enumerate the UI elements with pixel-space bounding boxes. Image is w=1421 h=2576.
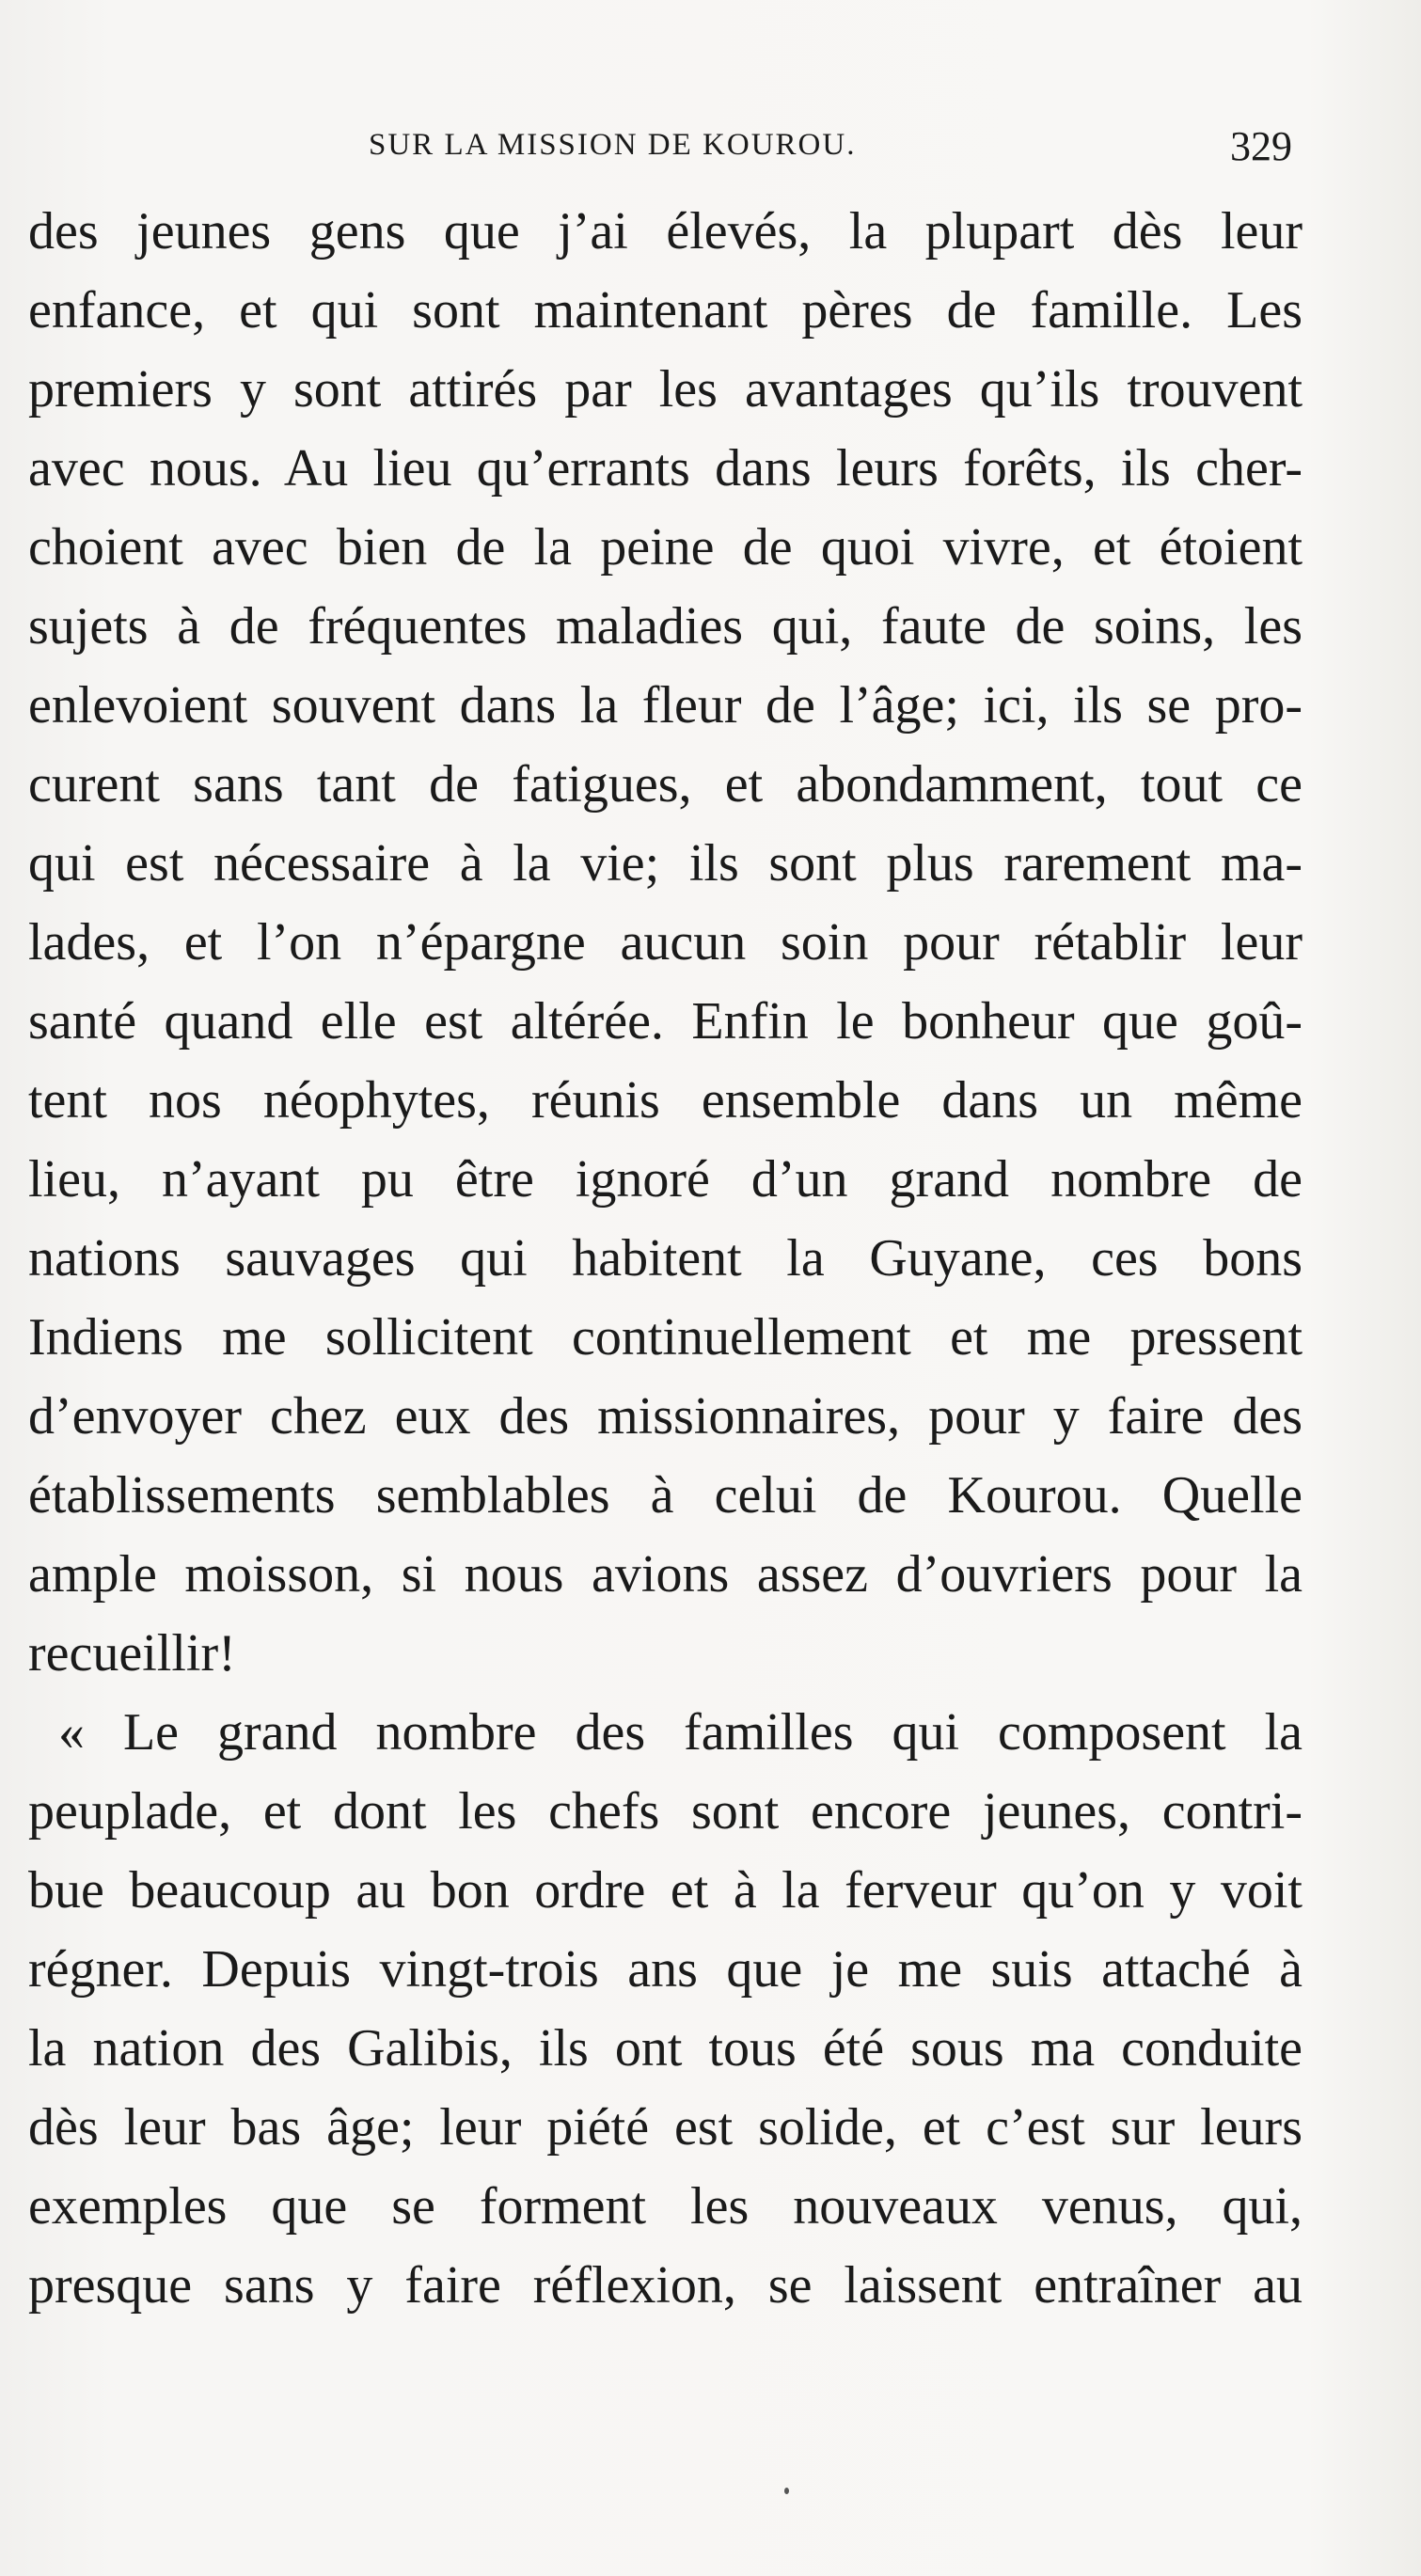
text-line: régner. Depuis vingt-trois ans que je me suis attaché à xyxy=(28,1940,1303,1999)
text-line: des jeunes gens que j’ai élevés, la plupart dès leur xyxy=(28,202,1303,261)
text-line: enfance, et qui sont maintenant pères de famille. Les xyxy=(28,281,1303,340)
text-line: ample moisson, si nous avions assez d’ouvriers pour la xyxy=(28,1545,1303,1604)
text-line: bue beaucoup au bon ordre et à la ferveur qu’on y voit xyxy=(28,1861,1303,1920)
running-head xyxy=(0,122,1421,179)
text-line: tent nos néophytes, réunis ensemble dans un même xyxy=(28,1071,1303,1130)
text-line: Indiens me sollicitent continuellement et me pressent xyxy=(28,1308,1303,1367)
text-line: lades, et l’on n’épargne aucun soin pour rétablir leur xyxy=(28,913,1303,972)
body-text xyxy=(28,192,1303,2325)
text-line: dès leur bas âge; leur piété est solide, et c’est sur leurs xyxy=(28,2098,1303,2157)
paragraph-start-line: « Le grand nombre des familles qui composent la xyxy=(58,1703,1303,1762)
paragraph-end-line: recueillir! xyxy=(28,1624,236,1683)
text-line: curent sans tant de fatigues, et abondamment, tout ce xyxy=(28,755,1303,814)
running-title: SUR LA MISSION DE KOUROU. xyxy=(369,128,857,162)
text-line: exemples que se forment les nouveaux venus, qui, xyxy=(28,2177,1303,2236)
text-line: la nation des Galibis, ils ont tous été sous ma conduite xyxy=(28,2019,1303,2078)
text-line: presque sans y faire réflexion, se laissent entraîner au xyxy=(28,2256,1303,2315)
text-line: santé quand elle est altérée. Enfin le bonheur que goû- xyxy=(28,992,1303,1051)
text-line: d’envoyer chez eux des missionnaires, pour y faire des xyxy=(28,1387,1303,1446)
text-line: choient avec bien de la peine de quoi vivre, et étoient xyxy=(28,518,1303,577)
text-line: enlevoient souvent dans la fleur de l’âge; ici, ils se pro- xyxy=(28,676,1303,735)
text-line: peuplade, et dont les chefs sont encore jeunes, contri- xyxy=(28,1782,1303,1841)
text-line: avec nous. Au lieu qu’errants dans leurs forêts, ils cher- xyxy=(28,439,1303,498)
text-line: premiers y sont attirés par les avantages qu’ils trouvent xyxy=(28,360,1303,419)
ink-speck xyxy=(784,2488,789,2494)
page-number: 329 xyxy=(1230,123,1292,169)
text-line: établissements semblables à celui de Kourou. Quelle xyxy=(28,1466,1303,1525)
text-line: qui est nécessaire à la vie; ils sont plus rarement ma- xyxy=(28,834,1303,893)
text-line: nations sauvages qui habitent la Guyane, ces bons xyxy=(28,1229,1303,1288)
text-line: lieu, n’ayant pu être ignoré d’un grand nombre de xyxy=(28,1150,1303,1209)
text-line: sujets à de fréquentes maladies qui, faute de soins, les xyxy=(28,597,1303,656)
